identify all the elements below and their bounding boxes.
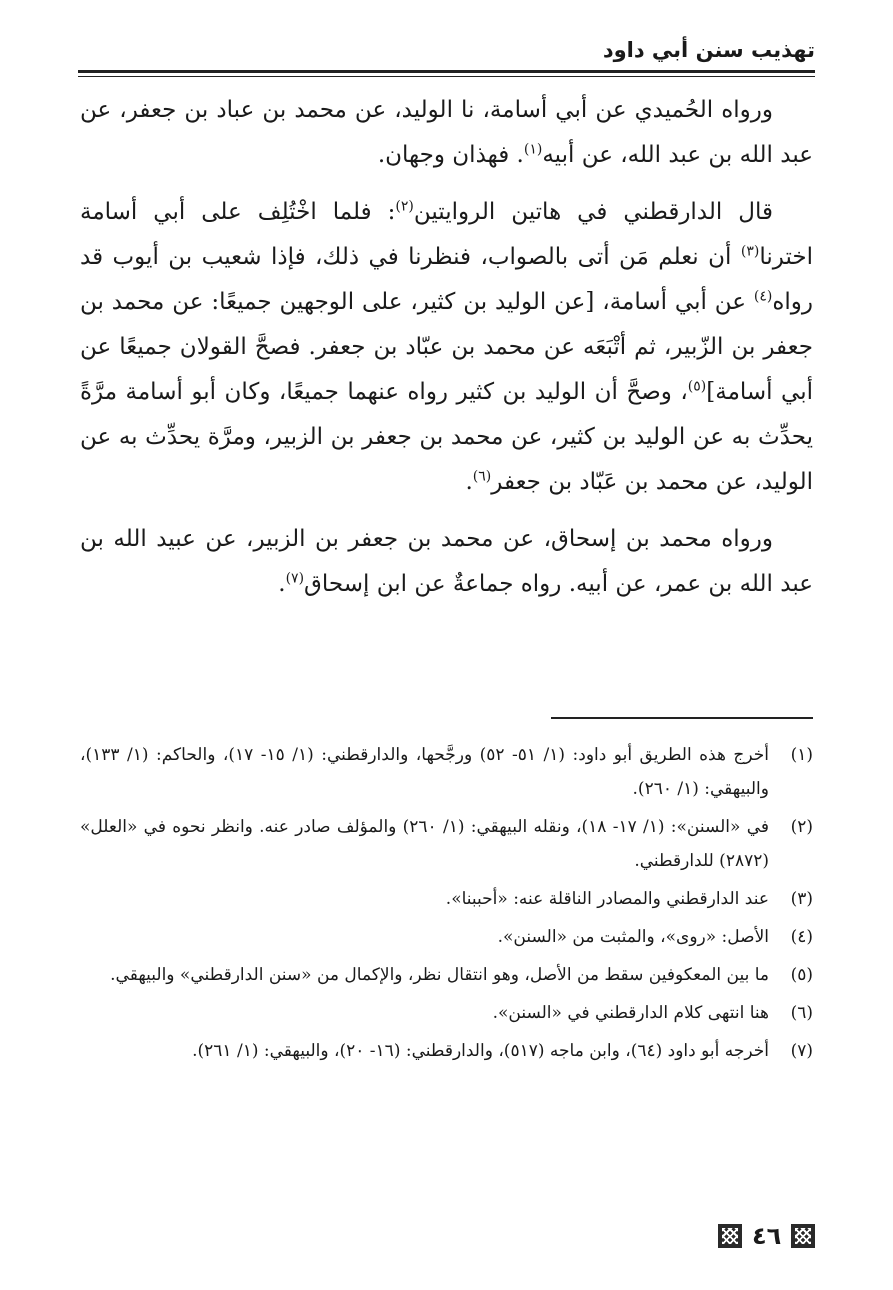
- footnote-text: الأصل: «روى»، والمثبت من «السنن».: [497, 927, 769, 947]
- paragraph-text: ، وصحَّ أن الوليد بن كثير رواه عنهما جميعًا، وكان أبو أسامة مرَّةً يحدِّث به عن الوليد بن كثير، عن محمد بن جعفر بن الزبير، ومرَّة يحدِّث به عن الوليد، عن محمد بن عَبّاد بن جعفر: [80, 379, 813, 495]
- header-rule-thick: [78, 70, 815, 73]
- paragraph-text: ورواه الحُميدي عن أبي أسامة، نا الوليد، عن محمد بن عباد بن جعفر، عن عبد الله بن عبد الله، عن أبيه: [80, 97, 813, 168]
- footnote-item: [80, 738, 813, 806]
- footnote-ref[interactable]: (٥): [687, 378, 707, 395]
- footnote-ref[interactable]: (١): [523, 141, 543, 158]
- footnote-text: أخرج هذه الطريق أبو داود: (١/ ٥١- ٥٢) ورجَّحها، والدارقطني: (١/ ١٥- ١٧)، والحاكم: (١/ ١٣٣)، والبيهقي: (١/ ٢٦٠).: [80, 745, 769, 799]
- footnote-item: [80, 1034, 813, 1068]
- arabesque-ornament-icon: [791, 1224, 815, 1248]
- footnote-number: (١): [790, 745, 813, 765]
- paragraph-text: .: [278, 571, 286, 597]
- paragraph-text: ورواه محمد بن إسحاق، عن محمد بن جعفر بن الزبير، عن عبيد الله بن عبد الله بن عمر، عن أبيه. رواه جماعةٌ عن ابن إسحاق: [80, 526, 813, 597]
- footnote-ref[interactable]: (٤): [753, 288, 773, 305]
- footnote-text: ما بين المعكوفين سقط من الأصل، وهو انتقال نظر، والإكمال من «سنن الدارقطني» والبيهقي.: [110, 965, 769, 985]
- footnote-number: (٧): [790, 1041, 813, 1061]
- paragraph-text: قال الدارقطني في هاتين الروايتين: [413, 199, 773, 225]
- paragraph-text: .: [465, 469, 473, 495]
- paragraph-3: [80, 517, 813, 607]
- footnote-number: (٢): [790, 817, 813, 837]
- main-text: [80, 88, 813, 619]
- header-rule-thin: [78, 76, 815, 77]
- footnote-number: (٣): [790, 889, 813, 909]
- footnote-text: أخرجه أبو داود (٦٤)، وابن ماجه (٥١٧)، والدارقطني: (١٦- ٢٠)، والبيهقي: (١/ ٢٦١).: [192, 1041, 769, 1061]
- arabesque-ornament-icon: [718, 1224, 742, 1248]
- paragraph-text: : فلما اخْتُلِف على أبي أسامة اخترنا: [80, 199, 813, 270]
- footnotes: [80, 738, 813, 1072]
- paragraph-text: عن أبي أسامة، [عن الوليد بن كثير، على الوجهين جميعًا: عن محمد بن جعفر بن الزّبير، ثم أتْبَعَه عن محمد بن عبّاد بن جعفر. فصحَّ القولان جميعًا عن أبي أسامة]: [80, 289, 813, 405]
- page-footer: [0, 1222, 893, 1262]
- footnote-ref[interactable]: (٣): [740, 243, 760, 260]
- page-number: ٤٦: [752, 1222, 782, 1250]
- paragraph-text: . فهذان وجهان.: [377, 142, 524, 168]
- footnote-item: [80, 958, 813, 992]
- footnote-text: في «السنن»: (١/ ١٧- ١٨)، ونقله البيهقي: (١/ ٢٦٠) والمؤلف صادر عنه. وانظر نحوه في «العلل» (٢٨٧٢) للدارقطني.: [80, 817, 769, 871]
- footnote-number: (٦): [790, 1003, 813, 1023]
- page-header: [78, 38, 815, 74]
- paragraph-2: [80, 190, 813, 505]
- footnote-item: [80, 882, 813, 916]
- footnote-text: عند الدارقطني والمصادر الناقلة عنه: «أحببنا».: [445, 889, 769, 909]
- footnote-ref[interactable]: (٦): [472, 468, 492, 485]
- footnote-item: [80, 810, 813, 878]
- paragraph-text: أن نعلم مَن أتى بالصواب، فنظرنا في ذلك، فإذا شعيب بن أيوب قد رواه: [80, 244, 813, 315]
- page-number-group: [718, 1222, 815, 1250]
- footnote-item: [80, 920, 813, 954]
- footnote-ref[interactable]: (٧): [285, 570, 305, 587]
- footnote-number: (٥): [790, 965, 813, 985]
- footnote-number: (٤): [790, 927, 813, 947]
- running-title: تهذيب سنن أبي داود: [602, 38, 815, 62]
- paragraph-1: [80, 88, 813, 178]
- footnote-text: هنا انتهى كلام الدارقطني في «السنن».: [492, 1003, 769, 1023]
- footnote-ref[interactable]: (٢): [395, 198, 414, 215]
- footnote-item: [80, 996, 813, 1030]
- footnote-separator: [551, 717, 813, 719]
